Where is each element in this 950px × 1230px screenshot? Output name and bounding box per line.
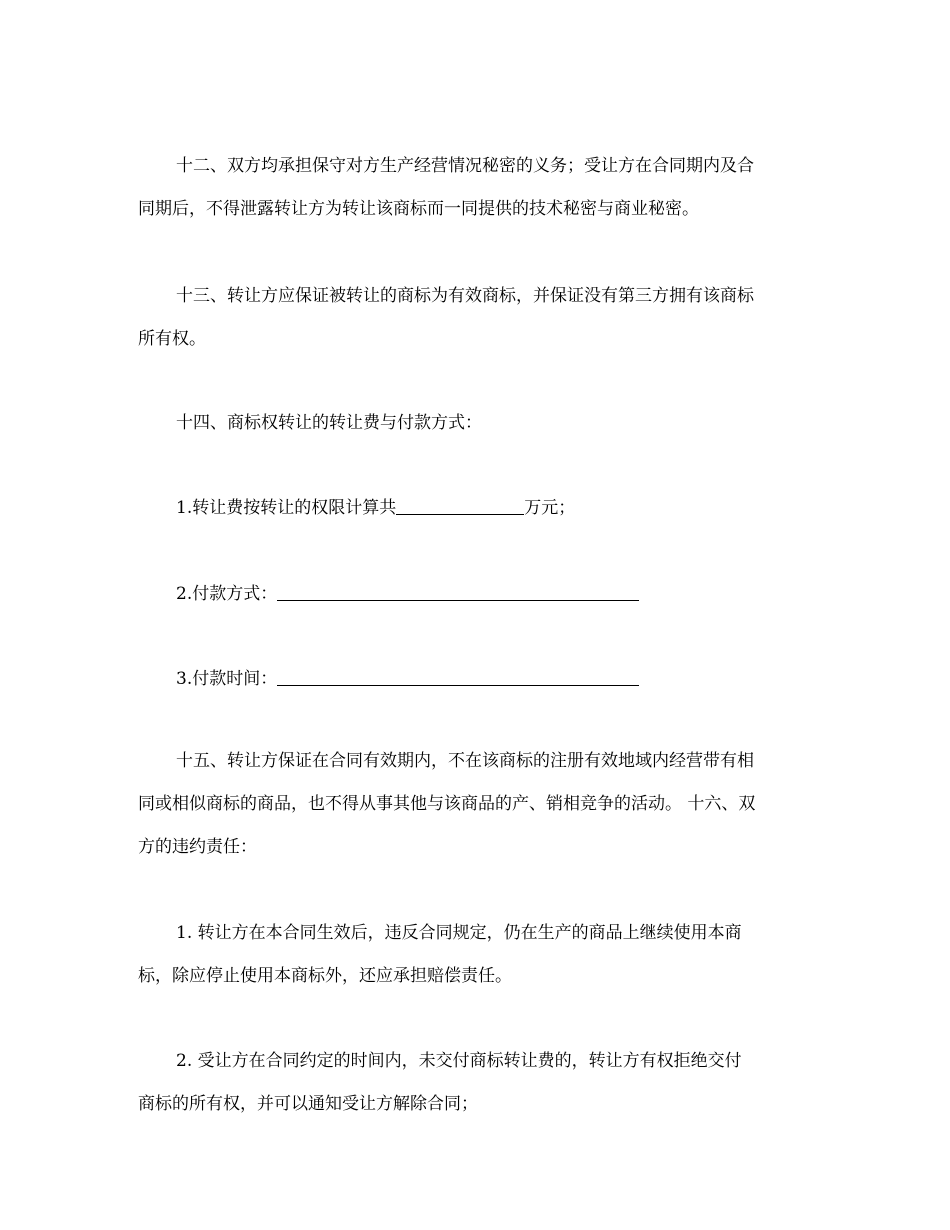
- clause-12: [138, 145, 818, 231]
- transfer-fee-unit: 万元；: [524, 498, 576, 518]
- payment-method-label: 2.付款方式：: [176, 584, 278, 604]
- clause-13: [138, 275, 818, 361]
- clause-14-item-3: [138, 658, 818, 701]
- clause-15-line-3: 方的违约责任：: [138, 837, 257, 857]
- payment-method-blank: [277, 582, 639, 601]
- clause-16-item-1: [138, 912, 818, 998]
- payment-time-label: 3.付款时间：: [176, 669, 278, 689]
- clause-15-line-2: 同或相似商标的商品，也不得从事其他与该商品的产、销相竞争的活动。 十六、双: [138, 794, 756, 814]
- clause-16-item-1-line-1: 1. 转让方在本合同生效后，违反合同规定，仍在生产的商品上继续使用本商: [176, 923, 742, 943]
- clause-14-heading-text: 十四、商标权转让的转让费与付款方式：: [176, 413, 482, 433]
- clause-16-item-2-line-1: 2. 受让方在合同约定的时间内，未交付商标转让费的，转让方有权拒绝交付: [176, 1051, 742, 1071]
- clause-16-item-1-line-2: 标，除应停止使用本商标外，还应承担赔偿责任。: [138, 966, 512, 986]
- transfer-fee-blank: [396, 496, 524, 515]
- clause-13-line-1: 十三、转让方应保证被转让的商标为有效商标，并保证没有第三方拥有该商标: [176, 286, 754, 306]
- clause-14-item-1-line: [138, 487, 818, 530]
- clause-15-line-1: 十五、转让方保证在合同有效期内，不在该商标的注册有效地域内经营带有相: [176, 751, 754, 771]
- clause-13-line-2: 所有权。: [138, 329, 206, 349]
- clause-14-item-2: [138, 573, 818, 616]
- clause-16-item-2: [138, 1040, 818, 1126]
- payment-time-blank: [277, 667, 639, 686]
- clause-16-item-2-line-2: 商标的所有权，并可以通知受让方解除合同；: [138, 1094, 478, 1114]
- clause-14-heading: [138, 402, 818, 445]
- clause-15: [138, 740, 818, 869]
- clause-14-item-2-line: [138, 573, 818, 616]
- clause-14-item-1: [138, 487, 818, 530]
- clause-14-item-3-line: [138, 658, 818, 701]
- clause-12-line-2: 同期后，不得泄露转让方为转让该商标而一同提供的技术秘密与商业秘密。: [138, 199, 699, 219]
- clause-12-line-1: 十二、双方均承担保守对方生产经营情况秘密的义务；受让方在合同期内及合: [176, 156, 754, 176]
- transfer-fee-label: 1.转让费按转让的权限计算共: [176, 498, 397, 518]
